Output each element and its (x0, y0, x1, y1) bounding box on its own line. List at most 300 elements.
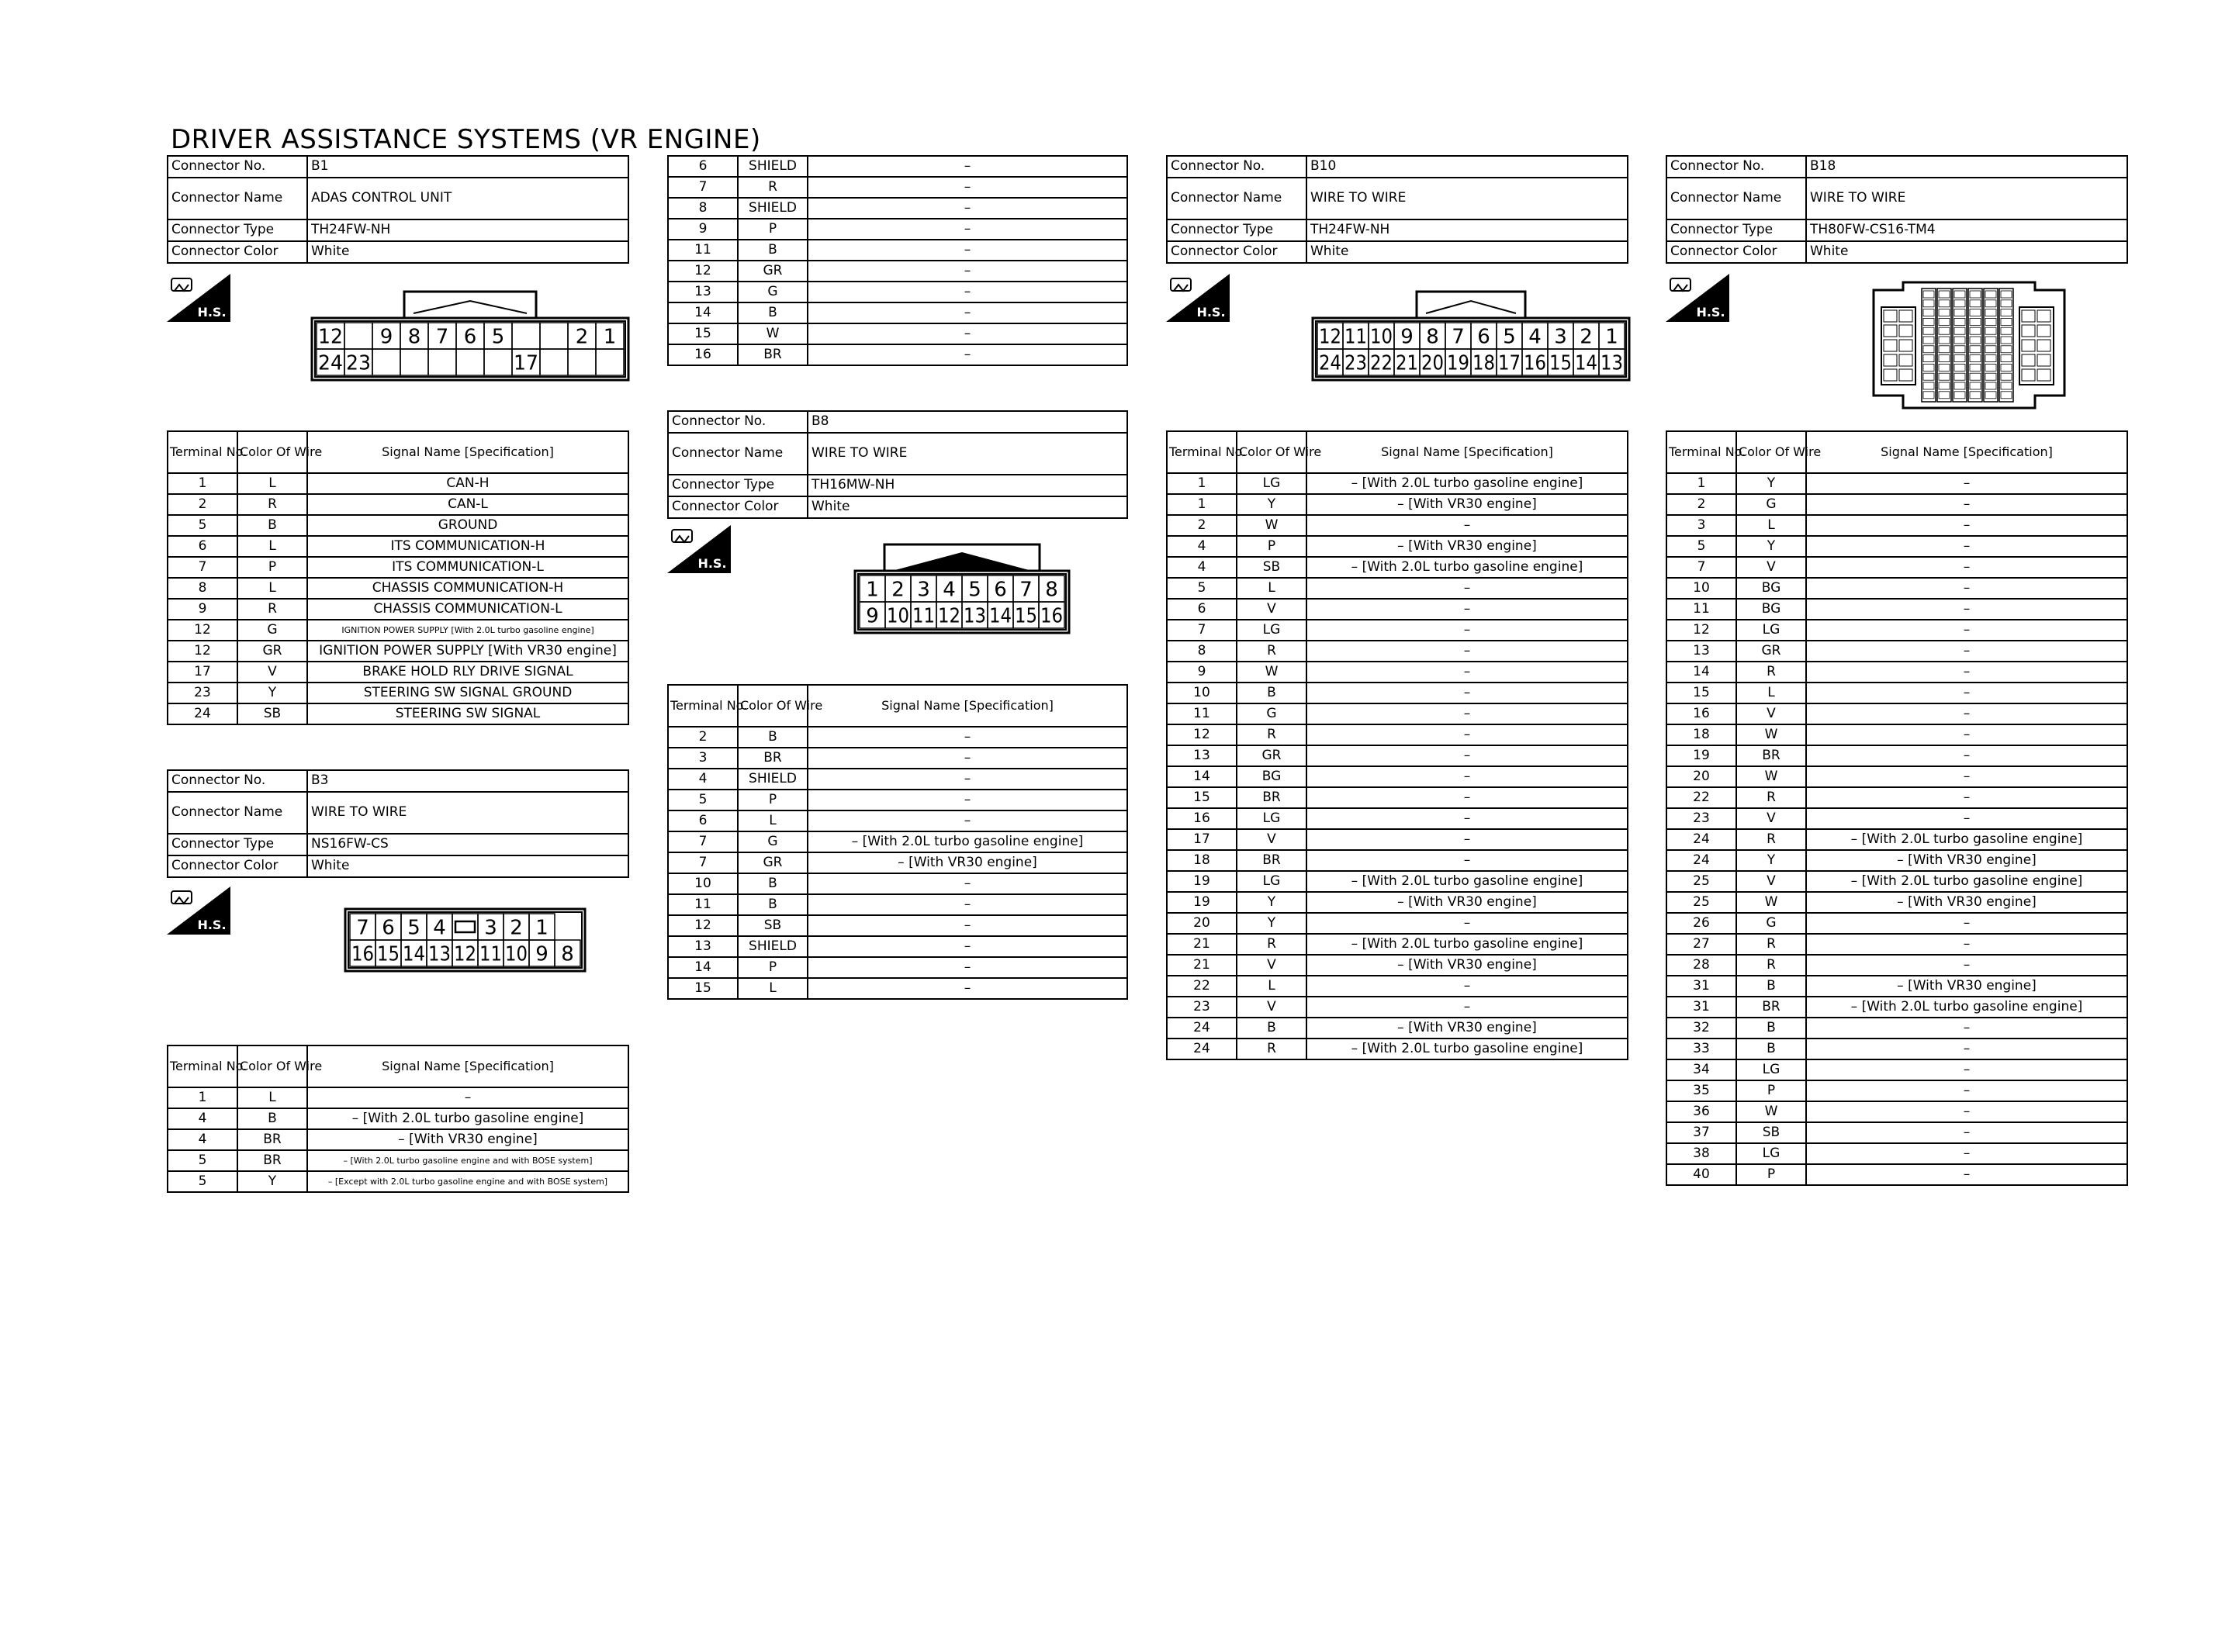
pin-number: 17 (1498, 351, 1521, 375)
table-row (668, 156, 1127, 177)
pin-cell (1884, 340, 1897, 351)
terminal-cell: 23 (1167, 997, 1237, 1018)
signal-cell: GROUND (307, 515, 628, 536)
pin-block-left (1881, 307, 1915, 385)
pin-cell (1985, 291, 1996, 298)
pin-number: 5 (407, 916, 420, 940)
signal-cell: – [With VR30 engine] (1306, 892, 1628, 913)
pin-cell (2001, 355, 2012, 362)
pin-cell (484, 349, 512, 375)
table-row (668, 915, 1127, 936)
signal-cell: – (1306, 683, 1628, 703)
signal-cell: – (1306, 662, 1628, 683)
pin-cell (1985, 355, 1996, 362)
terminal-cell: 28 (1666, 955, 1736, 976)
pin-cell (1970, 318, 1981, 325)
pin-number: 1 (1605, 325, 1618, 349)
pin-number: 23 (346, 351, 371, 375)
pin-cell (1985, 373, 1996, 380)
terminal-cell: 10 (1666, 578, 1736, 599)
connector-type-value: TH24FW-NH (307, 219, 628, 241)
pin-cell (1923, 382, 1934, 389)
terminal-cell: 15 (668, 978, 738, 999)
terminal-cell: 7 (168, 557, 237, 578)
pin-cell (1899, 310, 1912, 322)
signal-cell: – (1806, 1018, 2127, 1039)
table-row (1666, 494, 2127, 515)
table-row (1167, 850, 1628, 871)
pin-number: 7 (435, 325, 449, 349)
signal-cell: – (1806, 955, 2127, 976)
terminal-cell: 12 (668, 261, 738, 282)
pin-number: 14 (1575, 351, 1597, 375)
terminal-cell: 6 (668, 810, 738, 831)
signal-cell: – (1806, 745, 2127, 766)
connector-type-label: Connector Type (168, 219, 307, 241)
table-row (668, 344, 1127, 365)
pin-cell (1923, 300, 1934, 307)
terminal-cell: 34 (1666, 1059, 1736, 1080)
wire-color-cell: SHIELD (738, 936, 808, 957)
pin-number: 10 (505, 942, 528, 966)
table-row (1666, 745, 2127, 766)
signal-cell: – [With 2.0L turbo gasoline engine] (307, 1108, 628, 1129)
table-row (168, 683, 628, 703)
table-row (168, 703, 628, 724)
table-row (668, 894, 1127, 915)
wire-color-cell: Y (1736, 536, 1806, 557)
signal-cell: – (808, 873, 1127, 894)
wire-color-cell: BR (1237, 787, 1306, 808)
wire-color-cell: B (237, 515, 307, 536)
wire-color-cell: BR (237, 1129, 307, 1150)
terminal-cell: 25 (1666, 892, 1736, 913)
terminal-cell: 33 (1666, 1039, 1736, 1059)
pin-cell (2001, 382, 2012, 389)
pin-cell (2037, 340, 2050, 351)
pin-cell (428, 349, 456, 375)
table-row (1666, 662, 2127, 683)
wire-color-cell: B (1736, 1039, 1806, 1059)
wire-color-cell: L (1237, 578, 1306, 599)
signal-cell: – [With VR30 engine] (1306, 494, 1628, 515)
table-row (1167, 871, 1628, 892)
terminal-cell: 6 (668, 156, 738, 177)
pin-cell (1899, 340, 1912, 351)
pin-cell (1970, 337, 1981, 344)
wire-color-cell: R (1237, 1039, 1306, 1059)
pin-column (1968, 289, 1982, 402)
connector-no-value: B18 (1806, 156, 2127, 178)
wire-color-cell: P (1736, 1164, 1806, 1185)
wire-color-cell: G (738, 282, 808, 302)
pin-number: 22 (1370, 351, 1393, 375)
table-row (1666, 578, 2127, 599)
wire-color-cell: L (237, 578, 307, 599)
wire-color-cell: Y (1237, 913, 1306, 934)
table-row (1167, 473, 1628, 494)
table-row (1666, 1143, 2127, 1164)
terminal-cell: 1 (168, 1087, 237, 1108)
wire-color-cell: LG (1237, 473, 1306, 494)
table-row (1167, 808, 1628, 829)
harness-side-icon (1166, 274, 1230, 322)
signal-cell: – (1806, 473, 2127, 494)
wire-color-cell: G (237, 620, 307, 641)
table-row (168, 620, 628, 641)
table-row (1666, 620, 2127, 641)
wire-color-cell: R (237, 599, 307, 620)
terminal-cell: 4 (668, 769, 738, 790)
terminal-cell: 12 (1666, 620, 1736, 641)
pin-number: 6 (463, 325, 477, 349)
harness-side-icon (167, 886, 230, 935)
terminal-cell: 15 (668, 323, 738, 344)
pin-cell (1939, 346, 1950, 353)
wire-color-cell: P (738, 219, 808, 240)
table-row (1167, 892, 1628, 913)
terminal-cell: 1 (1666, 473, 1736, 494)
signal-cell: – (808, 936, 1127, 957)
pin-cell (1954, 291, 1965, 298)
pin-cell (2022, 310, 2035, 322)
wire-color-cell: R (1736, 787, 1806, 808)
terminal-cell: 1 (1167, 494, 1237, 515)
pin-number: 12 (938, 604, 960, 628)
wire-color-cell: BG (1736, 578, 1806, 599)
signal-cell: BRAKE HOLD RLY DRIVE SIGNAL (307, 662, 628, 683)
signal-name-header: Signal Name [Specification] (1806, 431, 2127, 473)
terminal-cell: 16 (1666, 703, 1736, 724)
terminal-cell: 21 (1167, 934, 1237, 955)
pin-number: 24 (318, 351, 343, 375)
color-of-wire-header: Color Of Wire (237, 431, 307, 473)
connector-color-value: White (808, 496, 1127, 518)
signal-cell: – (1806, 766, 2127, 787)
connector-no-label: Connector No. (168, 156, 307, 178)
wire-color-cell: V (1237, 829, 1306, 850)
terminal-cell: 3 (668, 748, 738, 769)
signal-cell: ITS COMMUNICATION-H (307, 536, 628, 557)
signal-cell: – (1806, 787, 2127, 808)
pin-cell (1923, 309, 1934, 316)
pin-cell (1970, 355, 1981, 362)
wire-color-cell: W (1736, 1101, 1806, 1122)
wire-color-cell: LG (1736, 1143, 1806, 1164)
pin-cell (1985, 382, 1996, 389)
terminal-cell: 9 (668, 219, 738, 240)
terminal-cell: 4 (168, 1129, 237, 1150)
hs-label: H.S. (197, 918, 227, 932)
terminal-cell: 38 (1666, 1143, 1736, 1164)
terminal-cell: 4 (1167, 557, 1237, 578)
pin-cell (1923, 327, 1934, 334)
table-row (1167, 766, 1628, 787)
signal-cell: – (1806, 578, 2127, 599)
table-row (1167, 703, 1628, 724)
signal-cell: – (1306, 766, 1628, 787)
wire-color-cell: R (1736, 955, 1806, 976)
connector-name-value: WIRE TO WIRE (1806, 178, 2127, 219)
pin-cell (1939, 309, 1950, 316)
signal-cell: – [With VR30 engine] (1306, 536, 1628, 557)
terminal-cell: 21 (1167, 955, 1237, 976)
signal-cell: – (1306, 787, 1628, 808)
terminal-cell: 22 (1666, 787, 1736, 808)
terminal-cell: 8 (1167, 641, 1237, 662)
pin-number: 16 (351, 942, 374, 966)
terminal-cell: 24 (1666, 829, 1736, 850)
connector-name-value: WIRE TO WIRE (307, 792, 628, 834)
pin-cell (2022, 354, 2035, 366)
signal-cell: – (808, 344, 1127, 365)
table-row (1666, 515, 2127, 536)
wire-color-cell: L (237, 1087, 307, 1108)
terminal-cell: 22 (1167, 976, 1237, 997)
b18-pin-table (1666, 430, 2128, 1186)
wire-color-cell: B (738, 894, 808, 915)
pin-number: 19 (1447, 351, 1469, 375)
pin-number: 11 (1344, 325, 1367, 349)
pin-cell (1954, 373, 1965, 380)
signal-cell: ITS COMMUNICATION-L (307, 557, 628, 578)
pin-number: 21 (1396, 351, 1418, 375)
pin-number: 8 (1045, 578, 1058, 602)
signal-cell: CAN-H (307, 473, 628, 494)
connector-type-label: Connector Type (668, 475, 808, 496)
signal-cell: – (808, 790, 1127, 810)
pin-cell (1970, 364, 1981, 371)
b1-info-block (167, 155, 629, 264)
pin-number: 5 (491, 325, 505, 349)
table-row (1167, 997, 1628, 1018)
pin-number: 3 (484, 916, 497, 940)
connector-no-value: B1 (307, 156, 628, 178)
table-row (1666, 766, 2127, 787)
wire-color-cell: Y (1237, 494, 1306, 515)
signal-cell: – (1806, 683, 2127, 703)
pin-number: 7 (356, 916, 369, 940)
wire-color-cell: Y (237, 1171, 307, 1192)
color-of-wire-header: Color Of Wire (738, 685, 808, 727)
terminal-cell: 5 (168, 1150, 237, 1171)
signal-cell: – (1306, 997, 1628, 1018)
wire-color-cell: V (1736, 871, 1806, 892)
signal-cell: – (1806, 494, 2127, 515)
table-row (668, 177, 1127, 198)
signal-cell: – [With 2.0L turbo gasoline engine] (1306, 934, 1628, 955)
signal-cell: – [With 2.0L turbo gasoline engine] (1306, 473, 1628, 494)
signal-cell: STEERING SW SIGNAL (307, 703, 628, 724)
terminal-cell: 7 (1666, 557, 1736, 578)
signal-cell: – (1306, 724, 1628, 745)
pin-number: 18 (1472, 351, 1495, 375)
pin-cell (2001, 346, 2012, 353)
wire-color-cell: B (237, 1108, 307, 1129)
wire-color-cell: R (1237, 641, 1306, 662)
pin-number: 5 (968, 578, 981, 602)
connector-latch (1313, 292, 1629, 318)
table-row (168, 515, 628, 536)
wire-color-cell: BR (1237, 850, 1306, 871)
signal-cell: – [With VR30 engine] (1306, 1018, 1628, 1039)
signal-cell: – [With 2.0L turbo gasoline engine] (1806, 997, 2127, 1018)
pin-cell (1954, 382, 1965, 389)
connector-no-label: Connector No. (168, 770, 307, 792)
pin-cell (1923, 355, 1934, 362)
pin-number: 9 (535, 942, 549, 966)
signal-cell: – (1806, 703, 2127, 724)
wire-color-cell: G (1237, 703, 1306, 724)
terminal-cell: 13 (668, 936, 738, 957)
pin-number: 8 (561, 942, 574, 966)
table-row (1666, 557, 2127, 578)
connector-latch-mark (892, 552, 1032, 571)
signal-cell: IGNITION POWER SUPPLY [With 2.0L turbo gasoline engine] (307, 620, 628, 641)
terminal-cell: 25 (1666, 871, 1736, 892)
pin-cell (1923, 337, 1934, 344)
table-row (1666, 724, 2127, 745)
table-row (1167, 724, 1628, 745)
table-row (668, 936, 1127, 957)
connector-name-label: Connector Name (668, 433, 808, 475)
table-row (1666, 829, 2127, 850)
pin-number: 1 (535, 916, 549, 940)
terminal-cell: 3 (1666, 515, 1736, 536)
table-row (168, 473, 628, 494)
pin-cell (1985, 300, 1996, 307)
pin-number: 2 (575, 325, 589, 349)
terminal-cell: 5 (1666, 536, 1736, 557)
table-row (668, 198, 1127, 219)
terminal-cell: 14 (668, 957, 738, 978)
wire-color-cell: LG (1736, 620, 1806, 641)
wire-color-cell: W (1736, 892, 1806, 913)
pin-cell (1985, 364, 1996, 371)
signal-cell: – (1306, 620, 1628, 641)
signal-cell: – (808, 748, 1127, 769)
table-row (1666, 473, 2127, 494)
pin-cell (1970, 327, 1981, 334)
connector-no-label: Connector No. (668, 411, 808, 433)
terminal-cell: 26 (1666, 913, 1736, 934)
b3-pin-table (167, 1045, 629, 1193)
table-row (1167, 578, 1628, 599)
signal-cell: – (1306, 745, 1628, 766)
terminal-cell: 23 (168, 683, 237, 703)
pin-cell (1970, 382, 1981, 389)
signal-cell: – (808, 769, 1127, 790)
table-row (668, 282, 1127, 302)
terminal-cell: 7 (668, 831, 738, 852)
terminal-cell: 5 (168, 1171, 237, 1192)
signal-cell: – (808, 957, 1127, 978)
pin-cell (2001, 300, 2012, 307)
wire-color-cell: SB (1736, 1122, 1806, 1143)
wire-color-cell: W (1237, 662, 1306, 683)
pin-number: 20 (1421, 351, 1444, 375)
wire-color-cell: LG (1736, 1059, 1806, 1080)
b8-connector-face (853, 541, 1071, 638)
wire-color-cell: V (1736, 808, 1806, 829)
signal-cell: – [With 2.0L turbo gasoline engine] (808, 831, 1127, 852)
terminal-cell: 1 (1167, 473, 1237, 494)
terminal-no-header: Terminal No. (668, 685, 738, 727)
terminal-cell: 1 (168, 473, 237, 494)
pin-cell (2001, 337, 2012, 344)
pin-cell (372, 349, 400, 375)
b18-info-block (1666, 155, 2128, 264)
wire-color-cell: GR (738, 261, 808, 282)
signal-cell: – (808, 978, 1127, 999)
pin-cell (2037, 310, 2050, 322)
table-row (1167, 683, 1628, 703)
connector-name-label: Connector Name (1167, 178, 1306, 219)
connector-type-value: NS16FW-CS (307, 834, 628, 855)
wire-color-cell: B (738, 727, 808, 748)
table-row (668, 852, 1127, 873)
table-row (1167, 745, 1628, 766)
table-row (668, 323, 1127, 344)
pin-cell (1939, 291, 1950, 298)
table-row (1666, 850, 2127, 871)
table-row (1666, 787, 2127, 808)
pin-cell (1939, 327, 1950, 334)
terminal-cell: 2 (168, 494, 237, 515)
terminal-cell: 9 (168, 599, 237, 620)
table-row (1167, 557, 1628, 578)
pin-cell (2022, 325, 2035, 337)
terminal-cell: 19 (1666, 745, 1736, 766)
pin-cell (1954, 355, 1965, 362)
table-row (668, 302, 1127, 323)
wire-color-cell: W (738, 323, 808, 344)
terminal-cell: 16 (1167, 808, 1237, 829)
harness-side-icon (1666, 274, 1729, 322)
pin-number: 5 (1503, 325, 1516, 349)
terminal-cell: 14 (668, 302, 738, 323)
pin-number: 13 (964, 604, 986, 628)
signal-cell: – (808, 282, 1127, 302)
table-row (168, 536, 628, 557)
pin-cell (1970, 346, 1981, 353)
terminal-cell: 17 (168, 662, 237, 683)
table-row (1167, 620, 1628, 641)
connector-color-label: Connector Color (168, 241, 307, 263)
table-row (668, 831, 1127, 852)
signal-cell: – (808, 810, 1127, 831)
terminal-cell: 11 (1167, 703, 1237, 724)
table-row (168, 641, 628, 662)
connector-type-label: Connector Type (168, 834, 307, 855)
wire-color-cell: L (738, 978, 808, 999)
wire-color-cell: V (1237, 955, 1306, 976)
table-row (1167, 913, 1628, 934)
terminal-cell: 35 (1666, 1080, 1736, 1101)
pin-cell (1970, 373, 1981, 380)
wire-color-cell: B (1736, 976, 1806, 997)
table-row (168, 1171, 628, 1192)
table-row (1167, 536, 1628, 557)
terminal-no-header: Terminal No. (168, 1045, 237, 1087)
pin-cell (2001, 291, 2012, 298)
pin-column (1937, 289, 1951, 402)
wire-color-cell: L (237, 536, 307, 557)
terminal-cell: 24 (168, 703, 237, 724)
connector-no-value: B8 (808, 411, 1127, 433)
signal-cell: – (1806, 599, 2127, 620)
signal-cell: – (1806, 1164, 2127, 1185)
